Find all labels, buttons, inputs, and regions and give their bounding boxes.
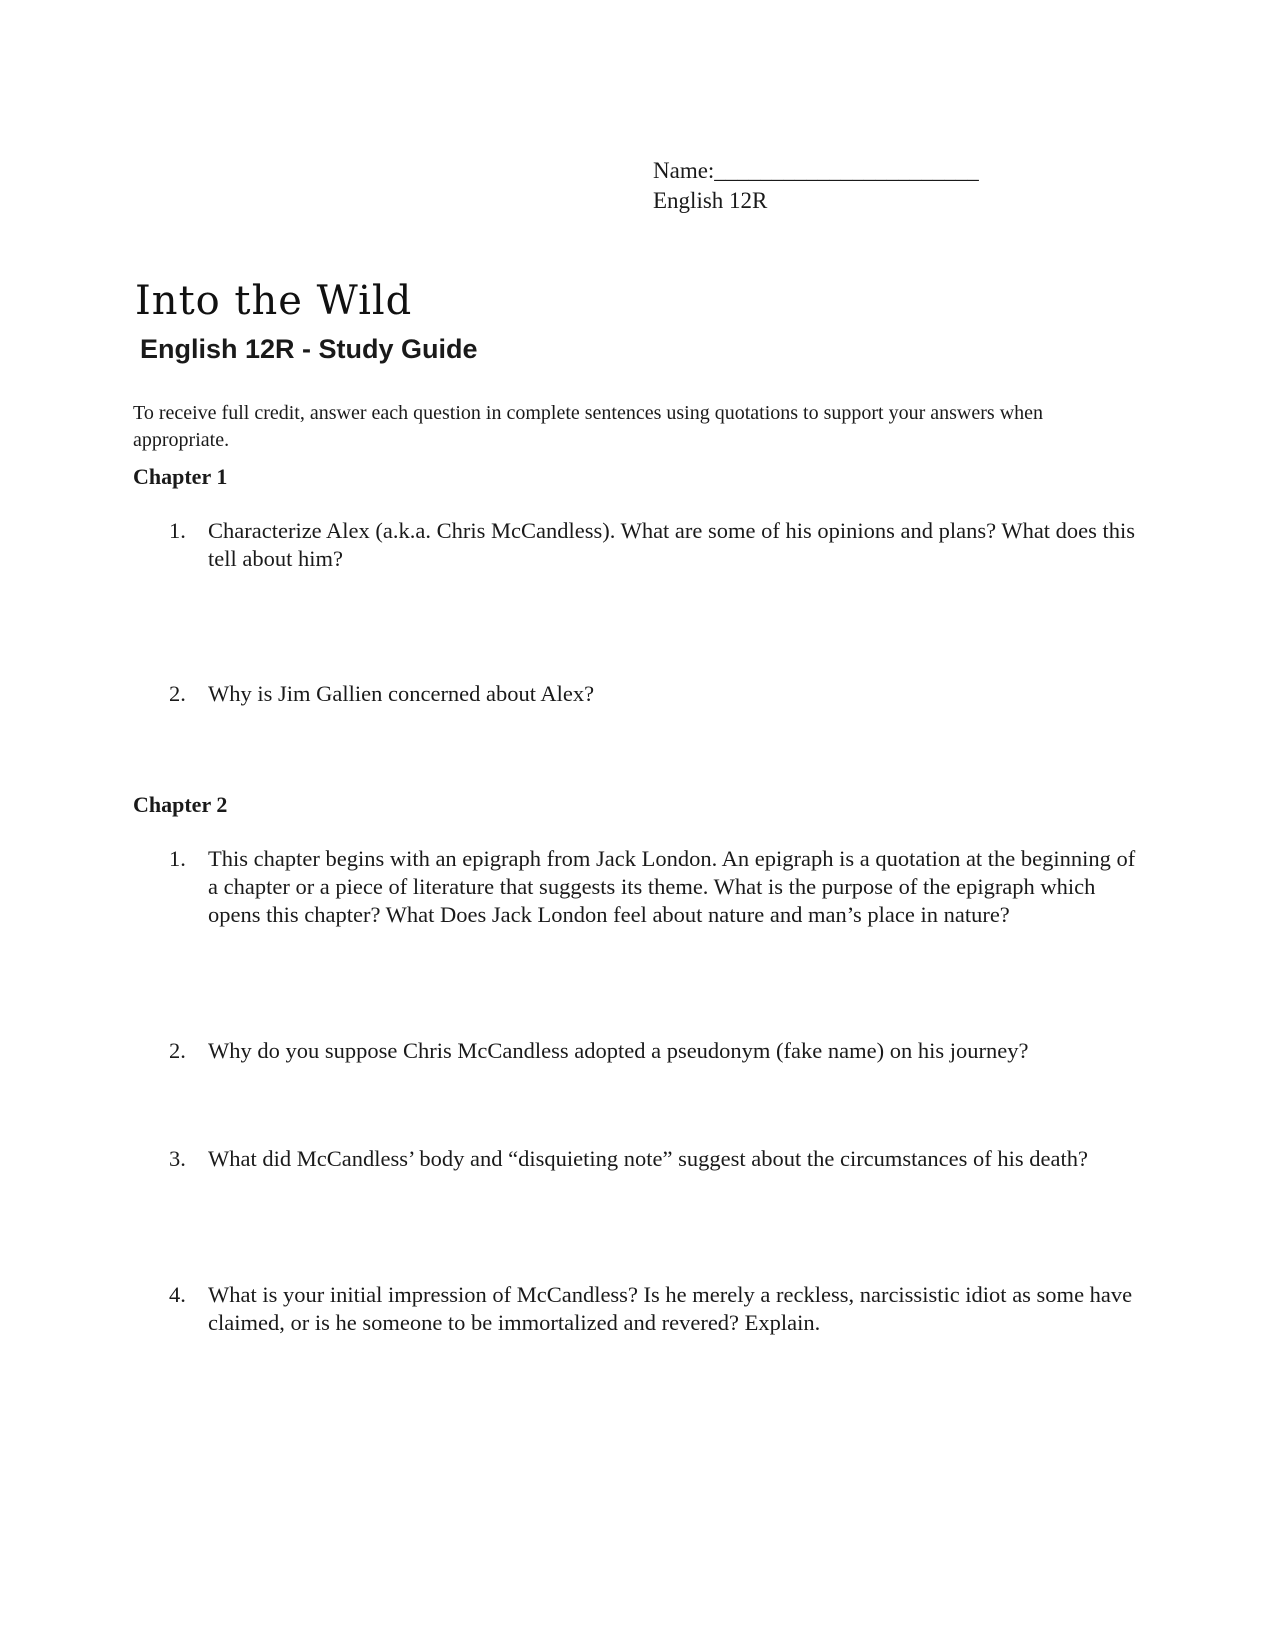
name-field-label: Name:_______________________ — [653, 158, 979, 183]
page-title: Into the Wild — [135, 278, 413, 324]
student-header — [653, 156, 979, 216]
page-subtitle: English 12R - Study Guide — [140, 334, 478, 364]
question-item — [133, 1037, 1143, 1065]
question-text: Characterize Alex (a.k.a. Chris McCandless). What are some of his opinions and plans? What does this tell about him? — [208, 518, 1136, 571]
question-text: Why do you suppose Chris McCandless adopted a pseudonym (fake name) on his journey? — [208, 1038, 1029, 1063]
question-text: Why is Jim Gallien concerned about Alex? — [208, 681, 595, 706]
question-number: 1. — [169, 846, 186, 871]
question-number: 2. — [169, 681, 186, 706]
question-number: 3. — [169, 1146, 186, 1171]
question-item — [133, 1281, 1143, 1337]
question-text: What did McCandless’ body and “disquieting note” suggest about the circumstances of his death? — [208, 1146, 1088, 1171]
question-item — [133, 1145, 1143, 1173]
instructions-text: To receive full credit, answer each question in complete sentences using quotations to support your answers when appropriate. — [133, 402, 1044, 451]
class-label: English 12R — [653, 188, 768, 213]
question-item — [133, 845, 1143, 929]
question-number: 4. — [169, 1282, 186, 1307]
chapter-heading: Chapter 1 — [133, 464, 228, 489]
question-item — [133, 680, 1143, 708]
question-number: 2. — [169, 1038, 186, 1063]
question-text: This chapter begins with an epigraph from Jack London. An epigraph is a quotation at the beginning of a chapter or a piece of literature that suggests its theme. What is the purpose of the epigraph which opens this chapter? What Does Jack London feel about nature and man’s place in nature? — [208, 846, 1136, 927]
question-item — [133, 517, 1143, 573]
chapter-heading: Chapter 2 — [133, 792, 228, 817]
question-text: What is your initial impression of McCandless? Is he merely a reckless, narcissistic idiot as some have claimed, or is he someone to be immortalized and revered? Explain. — [208, 1282, 1133, 1335]
question-number: 1. — [169, 518, 186, 543]
